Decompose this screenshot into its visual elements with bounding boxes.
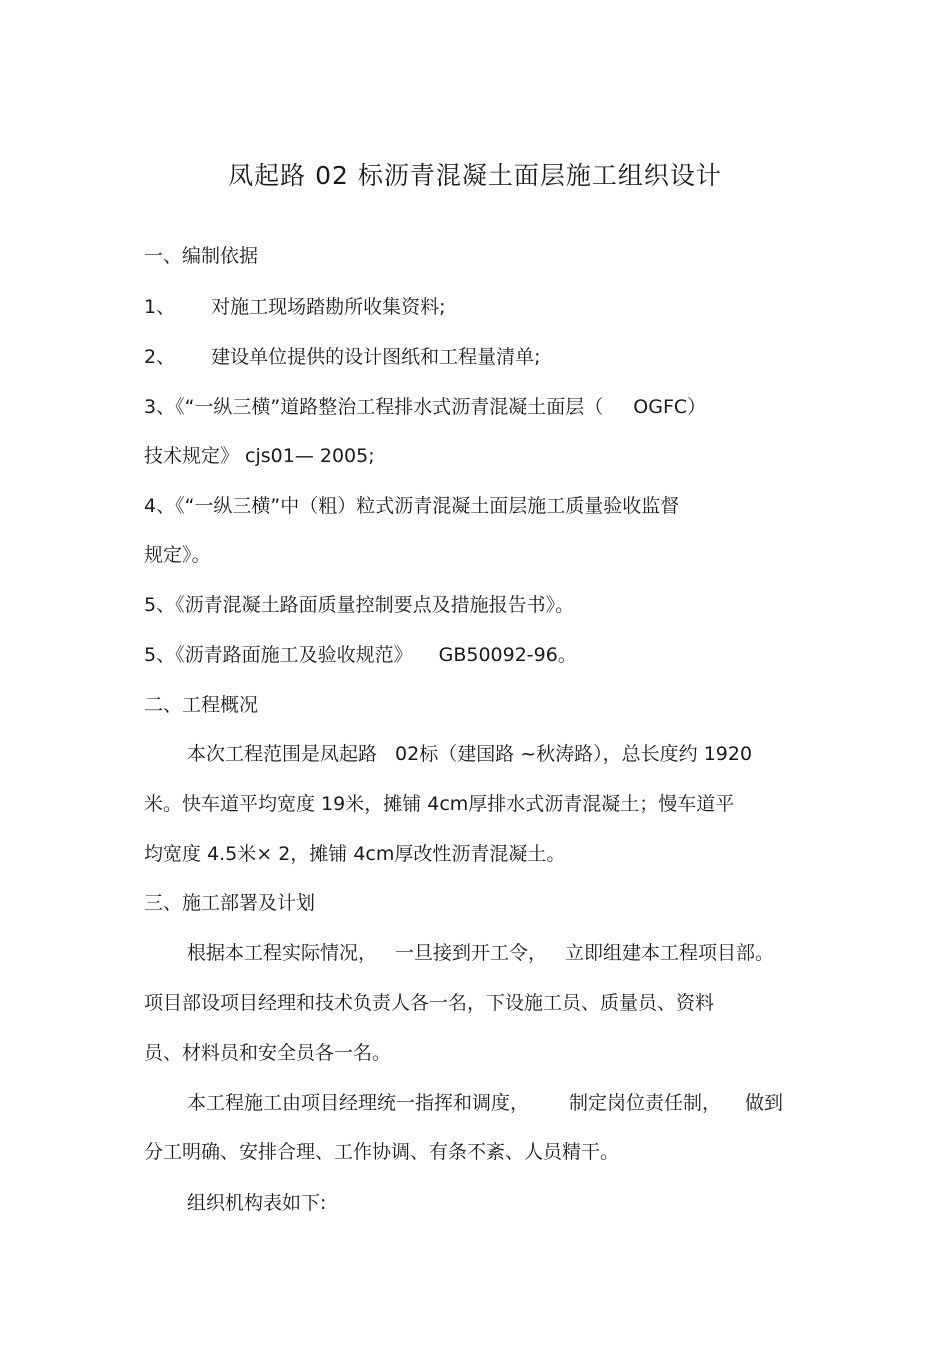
item-text: 对施工现场踏勘所收集资料; xyxy=(211,296,446,318)
text: 02标（建国路 ~秋涛路），总长度约 1920 xyxy=(395,743,753,765)
item-number: 2、 xyxy=(144,346,176,368)
section-heading-overview xyxy=(144,692,814,718)
text: 员、材料员和安全员各一名。 xyxy=(144,1042,392,1064)
text: 米。快车道平均宽度 19米，摊铺 4cm厚排水式沥青混凝土；慢车道平 xyxy=(144,793,735,815)
item-number: 1、 xyxy=(144,296,176,318)
paragraph-line xyxy=(144,990,814,1016)
standard-code: GB50092-96。 xyxy=(438,644,577,666)
text: 立即组建本工程项目部。 xyxy=(565,942,775,964)
text: 本工程施工由项目经理统一指挥和调度， xyxy=(187,1092,530,1114)
paragraph-line xyxy=(187,1190,857,1216)
list-item xyxy=(144,592,814,618)
text: 4、《“一纵三横”中（粗）粒式沥青混凝土面层施工质量验收监督 xyxy=(144,495,680,517)
paragraph-line xyxy=(144,1139,814,1165)
list-item xyxy=(144,642,814,668)
list-item xyxy=(144,344,814,370)
list-item xyxy=(144,294,814,320)
text: 项目部设项目经理和技术负责人各一名，下设施工员、质量员、资料 xyxy=(144,992,715,1014)
paragraph-line xyxy=(187,741,857,767)
text: 均宽度 4.5米× 2，摊铺 4cm厚改性沥青混凝土。 xyxy=(144,843,566,865)
list-item xyxy=(144,493,814,519)
list-item-cont xyxy=(144,542,814,568)
text: 技术规定》 cjs01— 2005; xyxy=(144,445,375,467)
text: 做到 xyxy=(745,1092,784,1114)
item-text: 3、《“一纵三横”道路整治工程排水式沥青混凝土面层（ xyxy=(144,396,604,418)
text: 一旦接到开工令， xyxy=(395,942,548,964)
text: 规定》。 xyxy=(144,544,211,566)
paragraph-line xyxy=(144,841,814,867)
list-item xyxy=(144,394,814,420)
text: 一、编制依据 xyxy=(144,245,259,267)
text: 组织机构表如下: xyxy=(187,1192,327,1214)
document-title: 凤起路 02 标沥青混凝土面层施工组织设计 xyxy=(228,161,722,190)
list-item-cont xyxy=(144,443,814,469)
text: 根据本工程实际情况， xyxy=(187,942,378,964)
item-text-cont: OGFC） xyxy=(633,396,707,418)
paragraph-line xyxy=(187,940,857,966)
text: 5、《沥青混凝土路面质量控制要点及措施报告书》。 xyxy=(144,594,575,616)
text: 本次工程范围是凤起路 xyxy=(187,743,378,765)
paragraph-line xyxy=(144,791,814,817)
text: 三、施工部署及计划 xyxy=(144,892,316,914)
item-text: 建设单位提供的设计图纸和工程量清单; xyxy=(211,346,541,368)
text: 二、工程概况 xyxy=(144,694,259,716)
paragraph-line xyxy=(187,1090,857,1116)
paragraph-line xyxy=(144,1040,814,1066)
item-text: 5、《沥青路面施工及验收规范》 xyxy=(144,644,413,666)
section-heading-deployment xyxy=(144,890,814,916)
text: 制定岗位责任制， xyxy=(569,1092,722,1114)
section-heading-basis xyxy=(144,243,814,269)
text: 分工明确、安排合理、工作协调、有条不紊、人员精干。 xyxy=(144,1141,620,1163)
